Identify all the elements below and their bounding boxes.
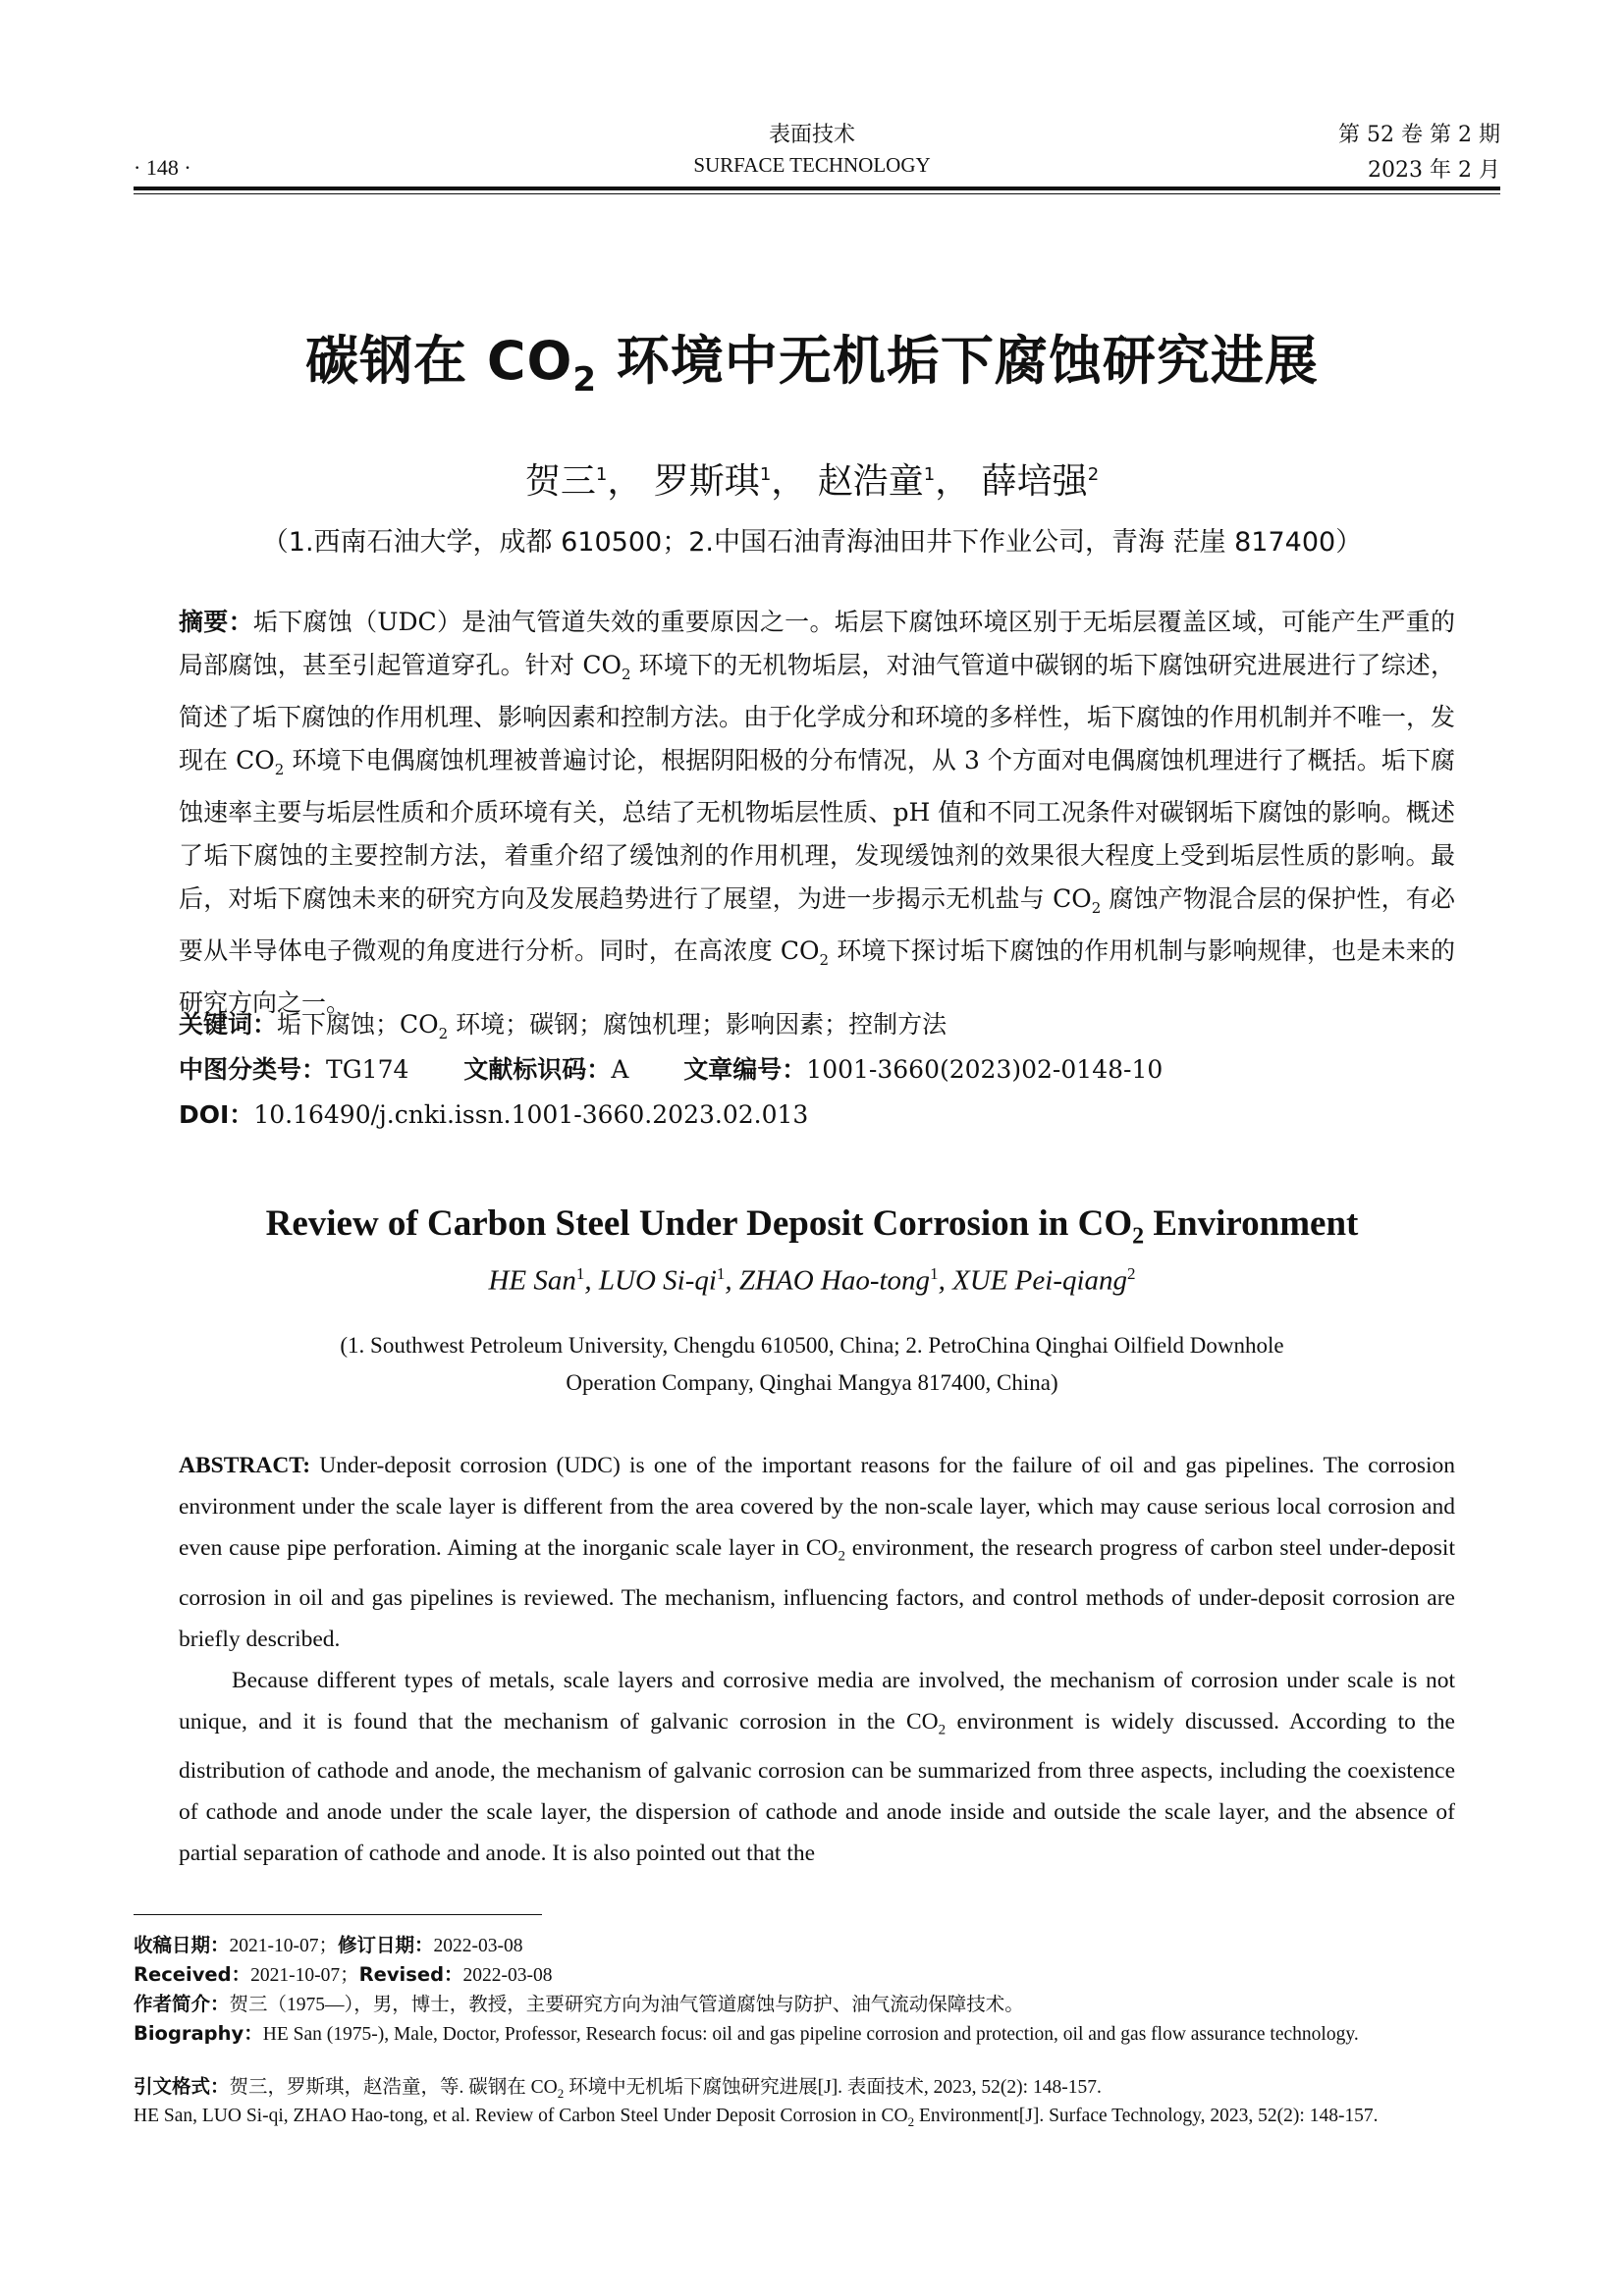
journal-title-en: SURFACE TECHNOLOGY — [693, 153, 931, 177]
clc-number: TG174 — [326, 1055, 409, 1084]
author-cn: 贺三 — [524, 461, 596, 502]
journal-title-cn: 表面技术 — [768, 123, 855, 147]
document-code: A — [611, 1055, 629, 1084]
abstract-label-cn: 摘要： — [179, 608, 253, 636]
author-cn: 罗斯琪 — [653, 461, 760, 502]
paper-title-cn: 碳钢在 $CO_2$ 环境中无机垢下腐蚀研究进展 — [305, 330, 1319, 400]
author-cn: 赵浩童 — [817, 461, 924, 502]
affiliation-en: (1. Southwest Petroleum University, Chengdu 610500, China; 2. PetroChina Qinghai Oilfield Downhole Operation Company, Qinghai Mangya 817400, China) — [340, 1333, 1284, 1395]
author-cn: 薛培强 — [981, 461, 1088, 502]
keywords-cn: 关键词：垢下腐蚀；$CO_2$ 环境；碳钢；腐蚀机理；影响因素；控制方法 — [179, 1010, 947, 1042]
author-en: HE San — [488, 1264, 576, 1297]
classification-line: 中图分类号：TG174 文献标识码：A 文章编号：1001-3660(2023)02-0148-10 — [179, 1055, 1164, 1084]
paper-title-en: Review of Carbon Steel Under Deposit Corrosion in $CO_2$ Environment — [265, 1203, 1359, 1250]
biography-en: Biography：HE San (1975-), Male, Doctor, Professor, Research focus: oil and gas pipeline corrosion and protection, oil and gas flow assurance technology. — [134, 2022, 1359, 2045]
citation-cn: 引文格式：贺三，罗斯琪，赵浩童，等. 碳钢在 $CO_2$ 环境中无机垢下腐蚀研究进展[J]. 表面技术, 2023, 52(2): 148-157. — [134, 2075, 1102, 2101]
header-rule-thin — [134, 193, 1500, 194]
authors-en: HE San$^1$, LUO $Si-qi^1$, ZHAO Hao-tong$^1$, XUE Pei-qiang$^2$ — [488, 1264, 1136, 1297]
biography-cn: 作者简介：贺三（1975—），男，博士，教授，主要研究方向为油气管道腐蚀与防护、油气流动保障技术。 — [134, 1993, 1024, 2015]
doi-value: 10.16490/j.cnki.issn.1001-3660.2023.02.013 — [253, 1100, 809, 1129]
author-en: ZHAO Hao-tong — [738, 1264, 931, 1297]
abstract-cn: 摘要：垢下腐蚀（UDC）是油气管道失效的重要原因之一。垢层下腐蚀环境区别于无垢层覆盖区域，可能产生严重的局部腐蚀，甚至引起管道穿孔。针对 $CO_2$ 环境下的无机物垢层，对油气管道中碳钢的垢下腐蚀研究进展进行了综述，简述了垢下腐蚀的作用机理、影响因素和控制方法。由于化学成分和环境的多样性，垢下腐蚀的作用机制并不唯一，发现在 $CO_2$ 环境下电偶腐蚀机理被普遍讨论，根据阴阳极的分布情况，从 3 个方面对电偶腐蚀机理进行了概括。垢下腐蚀速率主要与垢层性质和介质环境有关，总结了无机物垢层性质、pH 值和不同工况条件对碳钢垢下腐蚀的影响。概述了垢下腐蚀的主要控制方法，着重介绍了缓蚀剂的作用机理，发现缓蚀剂的效果很大程度上受到垢层性质的影响。最后，对垢下腐蚀未来的研究方向及发展趋势进行了展望，为进一步揭示无机盐与 $CO_2$ 腐蚀产物混合层的保护性，有必要从半导体电子微观的角度进行分析。同时，在高浓度 $CO_2$ 环境下探讨垢下腐蚀的作用机制与影响规律，也是未来的研究方向之一。 — [179, 608, 1456, 1017]
author-en: XUE Pei-qiang — [952, 1264, 1128, 1297]
issue-date: 2023 年 2 月 — [1368, 158, 1500, 183]
received-date-cn: 收稿日期：2021-10-07；修订日期：2022-03-08 — [134, 1934, 523, 1956]
citation-en: HE San, LUO Si-qi, ZHAO Hao-tong, et al. Review of Carbon Steel Under Deposit Corrosion in $CO_2$ Environment[J]. Surface Technology, 2023, 52(2): 148-157. — [134, 2106, 1379, 2129]
abstract-label-en: ABSTRACT: — [179, 1453, 311, 1478]
affiliation-cn: （1.西南石油大学，成都 610500；2.中国石油青海油田井下作业公司，青海 茫崖 817400） — [261, 527, 1363, 558]
page-number: · 148 · — [134, 155, 191, 180]
article-number: 1001-3660(2023)02-0148-10 — [806, 1055, 1164, 1084]
received-date-en: Received：2021-10-07；Revised：2022-03-08 — [134, 1963, 553, 1986]
author-en: LUO Si-qi — [598, 1264, 717, 1297]
doi-line: DOI：10.16490/j.cnki.issn.1001-3660.2023.02.013 — [179, 1100, 809, 1129]
header-rule — [134, 187, 1500, 190]
footnote-rule — [134, 1914, 542, 1915]
abstract-en: ABSTRACT: Under-deposit corrosion (UDC) is one of the important reasons for the failure of oil and gas pipelines. The corrosion environment under the scale layer is different from the area covered by the non-scale layer, which may cause serious local corrosion and even cause pipe perforation. Aiming at the inorganic scale layer in $CO_2$ environment, the research progress of carbon steel under-deposit corrosion in oil and gas pipelines is reviewed. The mechanism, influencing factors, and control methods of under-deposit corrosion are briefly described. Because different types of metals, scale layers and corrosive media are involved, the mechanism of corrosion under scale is not unique, and it is found that the mechanism of galvanic corrosion in the $CO_2$ environment is widely discussed. According to the distribution of cathode and anode, the mechanism of galvanic corrosion can be summarized from three aspects, including the coexistence of cathode and anode under the scale layer, the dispersion of cathode and anode inside and outside the scale layer, and the absence of partial separation of cathode and anode. It is also pointed out that the — [179, 1453, 1455, 1867]
authors-cn: 贺三$^1$， 罗斯琪$^1$， 赵浩童$^1$， 薛培强$^2$ — [524, 461, 1100, 502]
volume-issue: 第 52 卷 第 2 期 — [1338, 123, 1500, 147]
